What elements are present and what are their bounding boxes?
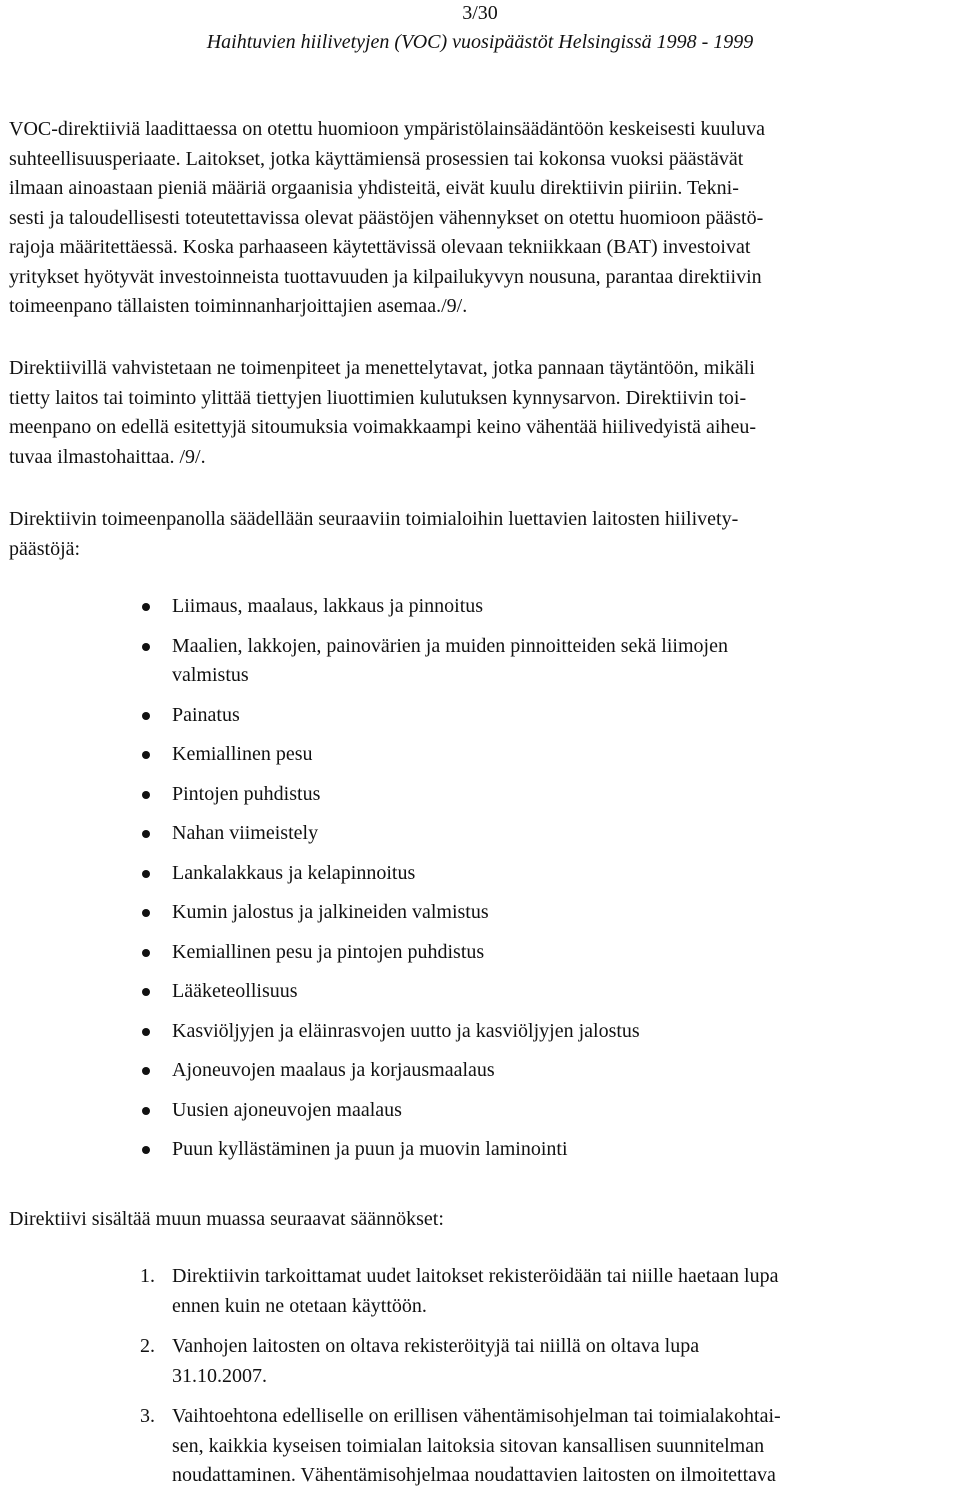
text-line: Direktiivillä vahvistetaan ne toimenpiteet ja menettelytavat, jotka pannaan täytäntöön, mikäli bbox=[9, 357, 755, 379]
list-item-text: 31.10.2007. bbox=[172, 1364, 267, 1387]
paragraph-directive-measures bbox=[9, 354, 756, 472]
sector-bullet-list bbox=[0, 592, 728, 1175]
list-item bbox=[0, 740, 728, 770]
text-line: tuvaa ilmastohaittaa. /9/. bbox=[9, 445, 206, 468]
text-line: Direktiivin toimeenpanolla säädellään seuraaviin toimialoihin luettavien laitosten hiilivety- bbox=[9, 508, 739, 530]
bullet-icon bbox=[142, 603, 150, 611]
bullet-icon bbox=[142, 830, 150, 838]
list-item bbox=[0, 859, 728, 889]
page-number: 3/30 bbox=[462, 2, 498, 24]
list-item bbox=[0, 898, 728, 928]
bullet-icon bbox=[142, 988, 150, 996]
list-item bbox=[0, 1332, 781, 1391]
text-line: VOC-direktiiviä laadittaessa on otettu huomioon ympäristölainsäädäntöön keskeisesti kuuluva bbox=[9, 118, 765, 140]
list-item bbox=[0, 977, 728, 1007]
list-number: 3. bbox=[140, 1405, 155, 1427]
text-line: Direktiivi sisältää muun muassa seuraavat säännökset: bbox=[9, 1208, 444, 1230]
bullet-icon bbox=[142, 1107, 150, 1115]
list-item-text: noudattaminen. Vähentämisohjelmaa noudattavien laitosten on ilmoitettava bbox=[172, 1464, 776, 1486]
list-item-text: Maalien, lakkojen, painovärien ja muiden pinnoitteiden sekä liimojen bbox=[172, 634, 728, 657]
list-item-text: Ajoneuvojen maalaus ja korjausmaalaus bbox=[172, 1059, 495, 1081]
list-number: 1. bbox=[140, 1265, 155, 1287]
list-item bbox=[0, 1017, 728, 1047]
bullet-icon bbox=[142, 1028, 150, 1036]
bullet-icon bbox=[142, 791, 150, 799]
text-line: meenpano on edellä esitettyjä sitoumuksia voimakkaampi keino vähentää hiilivedyistä aiheu- bbox=[9, 416, 757, 438]
text-line: yritykset hyötyvät investoinneista tuottavuuden ja kilpailukyvyn nousuna, parantaa direktiivin bbox=[9, 265, 762, 288]
text-line: tietty laitos tai toiminto ylittää tiettyjen liuottimien kulutuksen kynnysarvon. Direktiivin toi- bbox=[9, 386, 747, 409]
list-item bbox=[0, 819, 728, 849]
bullet-icon bbox=[142, 712, 150, 720]
list-item-text: sen, kaikkia kyseisen toimialan laitoksia sitovan kansallisen suunnitelman bbox=[172, 1434, 765, 1457]
provisions-numbered-list bbox=[0, 1262, 781, 1502]
list-item-text: Vaihtoehtona edelliselle on erillisen vähentämisohjelman tai toimialakohtai- bbox=[172, 1405, 781, 1427]
text-line: päästöjä: bbox=[9, 537, 81, 560]
list-item-text: Liimaus, maalaus, lakkaus ja pinnoitus bbox=[172, 595, 484, 617]
text-line: toimeenpano tällaisten toiminnanharjoittajien asemaa./9/. bbox=[9, 295, 468, 317]
text-line: suhteellisuusperiaate. Laitokset, jotka käyttämiensä prosessien tai kokonsa vuoksi päästävät bbox=[9, 147, 744, 170]
list-item bbox=[0, 1096, 728, 1126]
bullet-icon bbox=[142, 1146, 150, 1154]
bullet-icon bbox=[142, 643, 150, 651]
list-item-text: ennen kuin ne otetaan käyttöön. bbox=[172, 1294, 427, 1317]
paragraph-voc-directive-proportionality bbox=[9, 115, 765, 322]
list-item bbox=[0, 1402, 781, 1491]
bullet-icon bbox=[142, 1067, 150, 1075]
list-item bbox=[0, 592, 728, 622]
paragraph-regulated-sectors-intro bbox=[9, 505, 738, 564]
list-item-text: Nahan viimeistely bbox=[172, 822, 319, 844]
list-item-text: Lankalakkaus ja kelapinnoitus bbox=[172, 861, 416, 884]
list-item-text: Kemiallinen pesu ja pintojen puhdistus bbox=[172, 940, 485, 963]
list-item-text: Direktiivin tarkoittamat uudet laitokset rekisteröidään tai niille haetaan lupa bbox=[172, 1265, 779, 1287]
list-item-text: valmistus bbox=[172, 664, 249, 686]
list-item-text: Painatus bbox=[172, 703, 240, 726]
bullet-icon bbox=[142, 909, 150, 917]
list-item bbox=[0, 780, 728, 810]
text-line: sesti ja taloudellisesti toteutettavissa olevat päästöjen vähennykset on otettu huomioon päästö- bbox=[9, 206, 764, 229]
list-item-text: Lääketeollisuus bbox=[172, 980, 298, 1002]
list-item bbox=[0, 1262, 781, 1321]
bullet-icon bbox=[142, 949, 150, 957]
list-item-text: Kasviöljyjen ja eläinrasvojen uutto ja kasviöljyjen jalostus bbox=[172, 1019, 640, 1042]
list-item bbox=[0, 1056, 728, 1086]
list-item-text: Pintojen puhdistus bbox=[172, 782, 321, 805]
list-item-text: Kumin jalostus ja jalkineiden valmistus bbox=[172, 901, 489, 923]
list-item-text: Vanhojen laitosten on oltava rekisteröityjä tai niillä on oltava lupa bbox=[172, 1335, 700, 1357]
list-number: 2. bbox=[140, 1335, 155, 1357]
bullet-icon bbox=[142, 870, 150, 878]
text-line: ilmaan ainoastaan pieniä määriä orgaanisia yhdisteitä, eivät kuulu direktiivin piiriin. Tekni- bbox=[9, 177, 739, 199]
list-item-text: Uusien ajoneuvojen maalaus bbox=[172, 1098, 402, 1121]
text-line: rajoja määritettäessä. Koska parhaaseen käytettävissä olevaan tekniikkaan (BAT) investoivat bbox=[9, 236, 751, 258]
paragraph-directive-provisions-intro bbox=[9, 1205, 444, 1235]
list-item-text: Puun kyllästäminen ja puun ja muovin laminointi bbox=[172, 1138, 568, 1160]
list-item bbox=[0, 1135, 728, 1165]
list-item-text: Kemiallinen pesu bbox=[172, 743, 313, 765]
list-item bbox=[0, 938, 728, 968]
list-item bbox=[0, 632, 728, 691]
document-header-title: Haihtuvien hiilivetyjen (VOC) vuosipäästöt Helsingissä 1998 - 1999 bbox=[206, 31, 754, 53]
list-item bbox=[0, 701, 728, 731]
bullet-icon bbox=[142, 751, 150, 759]
